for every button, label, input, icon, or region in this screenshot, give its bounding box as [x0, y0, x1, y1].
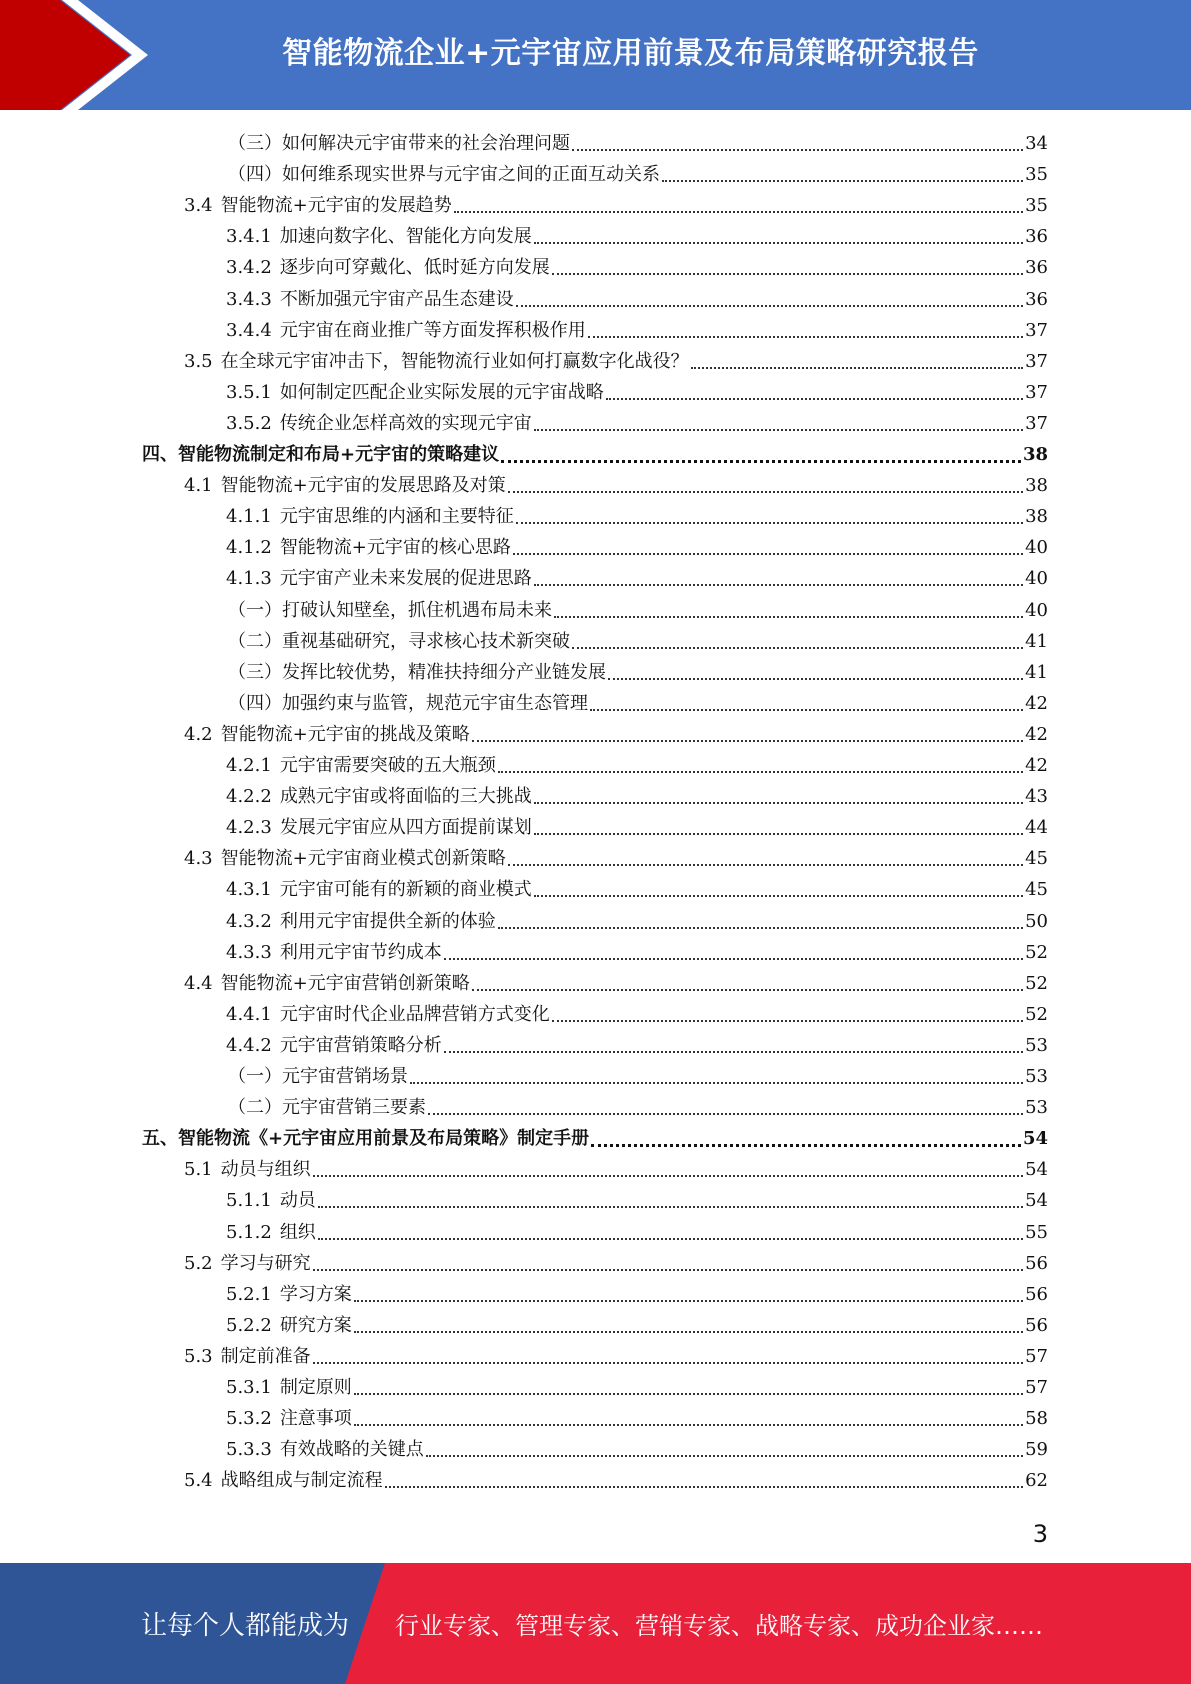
toc-entry-page: 40 — [1025, 599, 1048, 621]
toc-entry-number: 3.5.1 — [226, 381, 272, 403]
toc-entry-number: 5.3.3 — [226, 1439, 272, 1461]
toc-entry[interactable] — [226, 999, 1048, 1030]
toc-entry[interactable] — [226, 1279, 1048, 1310]
page-header — [0, 0, 1191, 110]
toc-leader-dots — [534, 241, 1023, 244]
toc-entry-page: 38 — [1025, 506, 1048, 528]
toc-leader-dots — [354, 1423, 1023, 1426]
toc-entry-title: 逐步向可穿戴化、低时延方向发展 — [279, 257, 550, 279]
toc-entry-page: 56 — [1025, 1283, 1048, 1305]
toc-entry-page: 37 — [1025, 350, 1048, 372]
toc-entry[interactable] — [226, 1434, 1048, 1465]
toc-leader-dots — [534, 832, 1023, 835]
toc-entry-page: 42 — [1025, 755, 1048, 776]
toc-entry-title: （二）元宇宙营销三要素 — [228, 1097, 426, 1119]
toc-leader-dots — [606, 397, 1023, 400]
toc-entry[interactable] — [226, 284, 1048, 315]
toc-entry-page: 41 — [1025, 630, 1048, 652]
toc-entry-number: 3.5 — [184, 350, 213, 372]
toc-leader-dots — [318, 1205, 1023, 1208]
toc-leader-dots — [691, 366, 1023, 369]
toc-entry-title: 制定前准备 — [220, 1345, 311, 1367]
toc-leader-dots — [552, 272, 1023, 275]
toc-entry-title: 不断加强元宇宙产品生态建设 — [279, 288, 514, 310]
toc-entry[interactable] — [226, 1030, 1048, 1061]
toc-leader-dots — [428, 1112, 1023, 1115]
toc-entry-number: 5.3.1 — [226, 1377, 272, 1398]
toc-leader-dots — [472, 988, 1023, 991]
toc-entry[interactable] — [184, 968, 1048, 999]
toc-entry-page: 42 — [1025, 692, 1048, 714]
toc-entry-page: 53 — [1025, 1097, 1048, 1119]
toc-entry-page: 35 — [1025, 195, 1048, 217]
toc-entry-title: 智能物流+元宇宙的核心思路 — [279, 537, 511, 559]
toc-entry-title: 学习方案 — [279, 1283, 352, 1305]
report-title: 智能物流企业+元宇宙应用前景及布局策略研究报告 — [282, 36, 979, 71]
toc-entry-number: 4.2.3 — [226, 817, 272, 839]
toc-leader-dots — [591, 1143, 1021, 1147]
toc-entry-page: 52 — [1025, 972, 1048, 994]
toc-leader-dots — [513, 552, 1023, 555]
toc-leader-dots — [534, 428, 1023, 431]
toc-entry-title: 学习与研究 — [220, 1252, 311, 1274]
toc-entry[interactable] — [184, 1154, 1048, 1185]
toc-entry[interactable] — [226, 501, 1048, 532]
toc-entry[interactable] — [226, 1185, 1048, 1216]
toc-entry-number: 4.4 — [184, 972, 213, 994]
toc-entry-page: 56 — [1025, 1252, 1048, 1274]
toc-entry-title: （一）打破认知壁垒，抓住机遇布局未来 — [228, 599, 552, 621]
toc-entry-title: 在全球元宇宙冲击下，智能物流行业如何打赢数字化战役？ — [220, 350, 689, 372]
toc-entry-number: 5.4 — [184, 1470, 213, 1492]
toc-entry-title: 智能物流+元宇宙的挑战及策略 — [220, 723, 470, 745]
toc-leader-dots — [313, 1361, 1023, 1364]
toc-entry[interactable] — [226, 1372, 1048, 1403]
toc-entry[interactable] — [226, 1310, 1048, 1341]
toc-leader-dots — [385, 1485, 1023, 1488]
toc-entry-title: 战略组成与制定流程 — [220, 1470, 383, 1492]
toc-entry-page: 54 — [1022, 1128, 1048, 1150]
toc-leader-dots — [444, 1050, 1023, 1053]
toc-entry-page: 35 — [1025, 164, 1048, 186]
toc-entry-page: 53 — [1025, 1034, 1048, 1056]
toc-entry[interactable] — [226, 906, 1048, 937]
toc-entry-title: 利用元宇宙节约成本 — [279, 941, 442, 963]
toc-entry-page: 54 — [1025, 1159, 1048, 1181]
toc-leader-dots — [662, 179, 1023, 182]
toc-entry[interactable] — [184, 1341, 1048, 1372]
toc-entry[interactable] — [184, 1248, 1048, 1279]
toc-leader-dots — [516, 304, 1023, 307]
toc-entry-number: 4.3.2 — [226, 910, 272, 932]
toc-leader-dots — [498, 926, 1023, 929]
toc-entry-page: 37 — [1025, 319, 1048, 341]
toc-entry-number: 4.3.1 — [226, 879, 272, 901]
toc-entry-title: 组织 — [279, 1221, 316, 1243]
toc-entry-number: 3.4.3 — [226, 288, 272, 310]
toc-entry-title: （一）元宇宙营销场景 — [228, 1066, 408, 1087]
toc-leader-dots — [498, 770, 1023, 773]
toc-entry[interactable] — [184, 470, 1048, 501]
toc-leader-dots — [454, 210, 1023, 213]
toc-entry-number: 5.2 — [184, 1252, 213, 1274]
toc-entry-page: 42 — [1025, 723, 1048, 745]
footer-slogan: 让每个人都能成为 — [140, 1611, 349, 1641]
toc-entry-title: 元宇宙可能有的新颖的商业模式 — [279, 879, 532, 901]
toc-entry-page: 45 — [1025, 848, 1048, 870]
toc-entry-page: 54 — [1025, 1190, 1048, 1212]
toc-entry[interactable] — [226, 221, 1048, 252]
toc-entry-number: 3.4 — [184, 195, 213, 217]
toc-leader-dots — [354, 1392, 1023, 1395]
toc-entry[interactable] — [226, 1403, 1048, 1434]
toc-leader-dots — [554, 615, 1023, 618]
toc-entry[interactable] — [184, 843, 1048, 874]
toc-entry[interactable] — [184, 1465, 1048, 1496]
toc-leader-dots — [588, 335, 1023, 338]
toc-entry-number: 4.3.3 — [226, 941, 272, 963]
toc-entry-page: 56 — [1025, 1314, 1048, 1336]
toc-entry[interactable] — [226, 937, 1048, 968]
toc-entry-number: 4.2 — [184, 723, 213, 745]
toc-entry-page: 62 — [1025, 1470, 1048, 1492]
toc-entry-number: 4.1.1 — [226, 506, 272, 528]
toc-entry-title: 元宇宙时代企业品牌营销方式变化 — [279, 1003, 550, 1025]
toc-entry-page: 40 — [1025, 537, 1048, 559]
toc-entry-number: 5.1.1 — [226, 1190, 272, 1212]
toc-entry-title: （三）发挥比较优势，精准扶持细分产业链发展 — [228, 661, 606, 683]
toc-leader-dots — [313, 1174, 1023, 1177]
toc-entry-page: 59 — [1025, 1439, 1048, 1461]
toc-entry-page: 52 — [1025, 1003, 1048, 1025]
toc-entry[interactable] — [226, 1217, 1048, 1248]
toc-entry-number: 4.3 — [184, 848, 213, 870]
toc-entry-number: 4.2.1 — [226, 755, 272, 776]
toc-entry[interactable] — [228, 688, 1048, 719]
toc-entry-title: 注意事项 — [279, 1408, 352, 1430]
toc-leader-dots — [501, 459, 1021, 463]
toc-leader-dots — [426, 1454, 1023, 1457]
toc-entry[interactable] — [228, 128, 1048, 159]
toc-entry-title: 研究方案 — [279, 1314, 352, 1336]
toc-entry-title: 智能物流+元宇宙的发展思路及对策 — [220, 475, 506, 497]
toc-entry[interactable] — [228, 1061, 1048, 1092]
toc-entry[interactable] — [226, 781, 1048, 812]
toc-entry[interactable] — [226, 377, 1048, 408]
toc-leader-dots — [313, 1268, 1023, 1271]
toc-leader-dots — [608, 677, 1023, 680]
toc-entry-number: 5.2.2 — [226, 1314, 272, 1336]
toc-entry-page: 52 — [1025, 941, 1048, 963]
toc-entry-title: 传统企业怎样高效的实现元宇宙 — [279, 412, 532, 434]
toc-entry-title: 有效战略的关键点 — [279, 1439, 424, 1461]
toc-entry[interactable] — [142, 439, 1048, 470]
toc-entry-title: 动员 — [279, 1190, 316, 1212]
toc-leader-dots — [354, 1299, 1023, 1302]
toc-entry-number: 4.4.2 — [226, 1034, 272, 1056]
toc-entry-page: 57 — [1025, 1377, 1048, 1398]
page-number: 3 — [1032, 1520, 1048, 1548]
toc-entry-page: 36 — [1025, 257, 1048, 279]
toc-entry-title: 动员与组织 — [220, 1159, 311, 1181]
toc-entry-page: 41 — [1025, 661, 1048, 683]
toc-entry-page: 37 — [1025, 381, 1048, 403]
toc-entry-number: 3.4.2 — [226, 257, 272, 279]
toc-leader-dots — [508, 490, 1023, 493]
toc-entry[interactable] — [226, 563, 1048, 594]
toc-entry-page: 43 — [1025, 786, 1048, 808]
toc-entry[interactable] — [184, 190, 1048, 221]
toc-entry-page: 34 — [1025, 133, 1048, 154]
toc-leader-dots — [354, 1330, 1023, 1333]
toc-entry-title: 发展元宇宙应从四方面提前谋划 — [279, 817, 532, 839]
toc-entry-title: 元宇宙营销策略分析 — [279, 1034, 442, 1056]
toc-entry-title: 制定原则 — [279, 1377, 352, 1398]
toc-entry-page: 38 — [1022, 444, 1048, 465]
toc-entry-title: 加速向数字化、智能化方向发展 — [279, 226, 532, 248]
toc-entry-number: 3.4.1 — [226, 226, 272, 248]
toc-entry-page: 44 — [1025, 817, 1048, 839]
toc-entry-number: 5.2.1 — [226, 1283, 272, 1305]
toc-entry[interactable] — [226, 532, 1048, 563]
toc-entry[interactable] — [228, 1092, 1048, 1123]
toc-entry-number: 5.1.2 — [226, 1221, 272, 1243]
toc-leader-dots — [572, 148, 1023, 151]
toc-entry-page: 40 — [1025, 568, 1048, 590]
toc-entry-title: （二）重视基础研究，寻求核心技术新突破 — [228, 630, 570, 652]
toc-entry-number: 5.3.2 — [226, 1408, 272, 1430]
toc-leader-dots — [318, 1237, 1023, 1240]
toc-leader-dots — [410, 1081, 1023, 1084]
toc-leader-dots — [516, 521, 1023, 524]
toc-entry-title: 四、智能物流制定和布局+元宇宙的策略建议 — [142, 444, 500, 465]
toc-leader-dots — [590, 708, 1023, 711]
toc-entry-page: 53 — [1025, 1066, 1048, 1087]
toc-entry-title: 智能物流+元宇宙的发展趋势 — [220, 195, 452, 217]
toc-entry[interactable] — [228, 595, 1048, 626]
toc-entry[interactable] — [226, 315, 1048, 346]
toc-entry-number: 4.1 — [184, 475, 213, 497]
toc-entry-title: 如何制定匹配企业实际发展的元宇宙战略 — [279, 381, 604, 403]
toc-entry-title: 利用元宇宙提供全新的体验 — [279, 910, 496, 932]
toc-entry-title: （三）如何解决元宇宙带来的社会治理问题 — [228, 133, 570, 154]
toc-entry-title: 元宇宙产业未来发展的促进思路 — [279, 568, 532, 590]
toc-entry-title: 智能物流+元宇宙营销创新策略 — [220, 972, 470, 994]
toc-leader-dots — [534, 894, 1023, 897]
toc-leader-dots — [534, 801, 1023, 804]
toc-entry[interactable] — [184, 346, 1048, 377]
toc-entry-page: 55 — [1025, 1221, 1048, 1243]
toc-entry-page: 38 — [1025, 475, 1048, 497]
toc-entry-page: 45 — [1025, 879, 1048, 901]
toc-entry-title: （四）如何维系现实世界与元宇宙之间的正面互动关系 — [228, 164, 660, 186]
toc-entry-page: 36 — [1025, 226, 1048, 248]
toc-leader-dots — [572, 646, 1023, 649]
toc-entry-title: 元宇宙需要突破的五大瓶颈 — [279, 755, 496, 776]
toc-entry-page: 36 — [1025, 288, 1048, 310]
toc-entry-page: 50 — [1025, 910, 1048, 932]
toc-entry-title: 元宇宙思维的内涵和主要特征 — [279, 506, 514, 528]
toc-entry-page: 37 — [1025, 412, 1048, 434]
footer-tagline: 行业专家、管理专家、营销专家、战略专家、成功企业家…… — [395, 1612, 1043, 1640]
toc-entry-number: 4.4.1 — [226, 1003, 272, 1025]
toc-entry[interactable] — [184, 719, 1048, 750]
toc-entry[interactable] — [228, 159, 1048, 190]
toc-entry-number: 4.1.2 — [226, 537, 272, 559]
toc-leader-dots — [508, 863, 1023, 866]
toc-entry-number: 4.1.3 — [226, 568, 272, 590]
toc-entry-title: 成熟元宇宙或将面临的三大挑战 — [279, 786, 532, 808]
toc-entry[interactable] — [142, 1123, 1048, 1154]
toc-entry-number: 3.5.2 — [226, 412, 272, 434]
toc-entry-number: 5.1 — [184, 1159, 213, 1181]
page-footer — [0, 1563, 1191, 1684]
toc-entry-page: 57 — [1025, 1345, 1048, 1367]
toc-leader-dots — [472, 739, 1023, 742]
toc-entry[interactable] — [226, 408, 1048, 439]
toc-entry[interactable] — [226, 252, 1048, 283]
toc-leader-dots — [444, 957, 1023, 960]
toc-entry[interactable] — [228, 657, 1048, 688]
toc-entry-number: 4.2.2 — [226, 786, 272, 808]
toc-entry-title: 智能物流+元宇宙商业模式创新策略 — [220, 848, 506, 870]
toc-entry[interactable] — [226, 750, 1048, 781]
toc-entry[interactable] — [226, 874, 1048, 905]
toc-leader-dots — [552, 1019, 1023, 1022]
toc-entry[interactable] — [228, 626, 1048, 657]
toc-entry-number: 3.4.4 — [226, 319, 272, 341]
toc-entry-title: 元宇宙在商业推广等方面发挥积极作用 — [279, 319, 586, 341]
toc-entry-title: （四）加强约束与监管，规范元宇宙生态管理 — [228, 692, 588, 714]
toc-leader-dots — [534, 583, 1023, 586]
toc-entry-title: 五、智能物流《+元宇宙应用前景及布局策略》制定手册 — [142, 1128, 590, 1150]
toc-entry[interactable] — [226, 812, 1048, 843]
toc-entry-page: 58 — [1025, 1408, 1048, 1430]
toc-entry-number: 5.3 — [184, 1345, 213, 1367]
